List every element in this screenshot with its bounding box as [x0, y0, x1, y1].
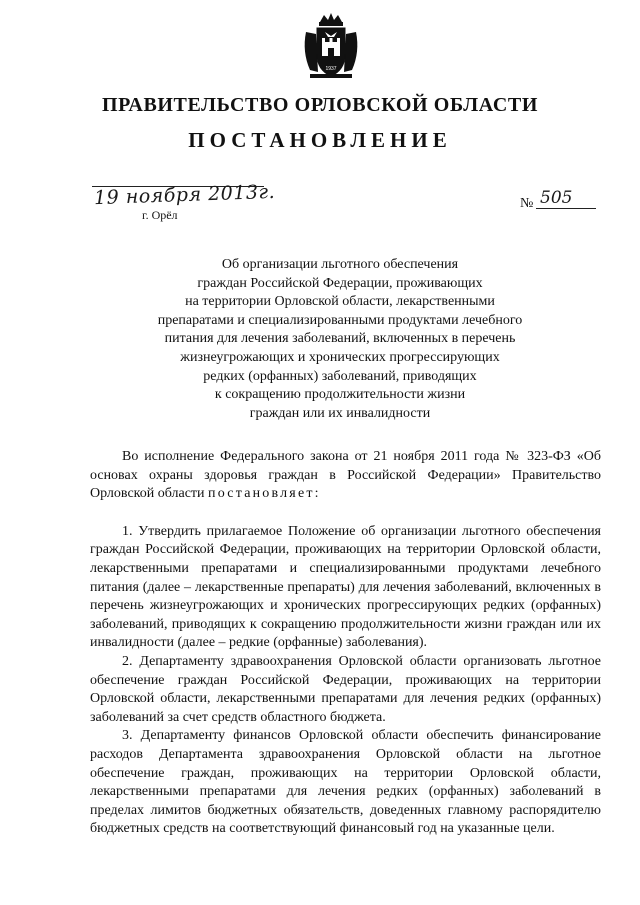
document-number-label: № — [520, 196, 534, 211]
subject-line: редких (орфанных) заболеваний, приводящих — [203, 368, 477, 384]
subject-line: препаратами и специализированными продуктами лечебного — [157, 312, 523, 328]
clause-3: 3. Департаменту финансов Орловской области обеспечить финансирование расходов Департамента здравоохранения Орловской области на льготное обеспечение граждан, проживающих на территории Орловской области, лекарственными препаратами для лечения редких (орфанных) заболеваний в пределах лимитов бюджетных обязательств, доведенных главному распорядителю бюджетных средств на соответствующий финансовый год на указанные цели. — [90, 728, 601, 837]
document-date: 19 ноября 2013г. — [93, 180, 276, 210]
document-subject — [120, 256, 560, 423]
preamble-action: постановляет: — [208, 486, 321, 502]
subject-line: к сокращению продолжительности жизни — [214, 387, 466, 403]
document-type-heading: ПОСТАНОВЛЕНИЕ — [188, 128, 452, 152]
subject-line: Об организации льготного обеспечения — [221, 257, 459, 272]
government-title: ПРАВИТЕЛЬСТВО ОРЛОВСКОЙ ОБЛАСТИ — [102, 94, 538, 116]
document-body — [90, 448, 601, 839]
clause-2: 2. Департаменту здравоохранения Орловской области организовать льготное обеспечение граждан Российской Федерации, проживающих на территории Орловской области, лекарственными препаратами для лечения редких (орфанных) заболеваний за счет средств областного бюджета. — [90, 653, 601, 725]
document-city: г. Орёл — [142, 208, 178, 222]
preamble-paragraph — [90, 448, 601, 504]
subject-line: граждан Российской Федерации, проживающих — [197, 275, 483, 291]
svg-text:1937: 1937 — [325, 66, 337, 72]
clause-1: 1. Утвердить прилагаемое Положение об организации льготного обеспечения граждан Российской Федерации, проживающих на территории Орловской области, лекарственными препаратами и специализированными продуктами лечебного питания (далее – лекарственные препараты) для лечения заболеваний, включенных в перечень жизнеугрожающих и хронических прогрессирующих редких (орфанных) заболеваний, приводящих к сокращению продолжительности жизни граждан или их инвалидности (далее – редкие (орфанные) заболевания). — [90, 523, 601, 651]
subject-line: жизнеугрожающих и хронических прогрессирующих — [180, 349, 500, 365]
oryol-coat-of-arms-icon — [300, 12, 362, 82]
subject-line: граждан или их инвалидности — [249, 405, 431, 421]
subject-line: на территории Орловской области, лекарственными — [185, 294, 495, 310]
subject-line: питания для лечения заболеваний, включенных в перечень — [164, 331, 516, 347]
document-number: 505 — [540, 188, 573, 208]
number-underline — [536, 208, 596, 209]
preamble-text: Во исполнение Федерального закона от 21 ноября 2011 года № 323-ФЗ «Об основах охраны здоровья граждан в Российской Федерации» Правительство Орловской области — [90, 449, 601, 502]
